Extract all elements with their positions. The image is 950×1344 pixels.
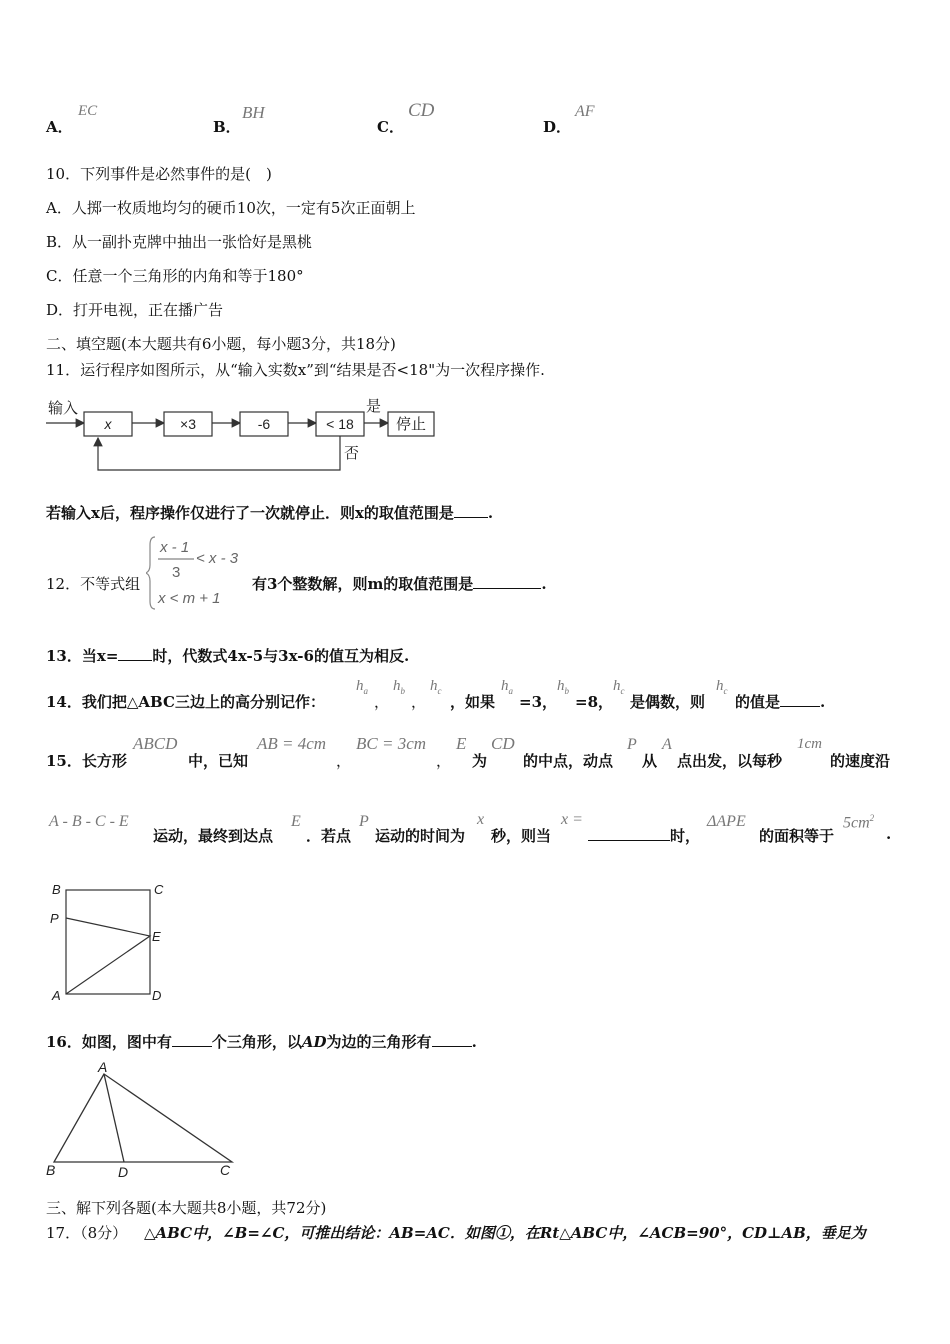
q15-1cm: 1cm [797, 736, 822, 752]
q12-inequality-system [146, 533, 246, 613]
label-e: E [152, 929, 161, 944]
q15-end: . [886, 825, 892, 843]
q10-option-a: A．人掷一枚质地均匀的硬币10次，一定有5次正面朝上 [46, 199, 416, 217]
q12-line2: x < m + 1 [158, 590, 221, 607]
q15-answer-blank[interactable] [588, 826, 670, 841]
option-b-math: BH [242, 103, 265, 122]
q11-question: 若输入x后，程序操作仅进行了一次就停止．则x的取值范围是 . [46, 504, 494, 522]
flow-box-minus6-label: -6 [257, 416, 271, 432]
q15-p-2: P [359, 813, 369, 830]
q11-answer-blank[interactable] [454, 503, 488, 518]
q15-known: 中，已知 [188, 752, 249, 770]
q15-ab: AB = 4cm [257, 734, 327, 753]
q15-path: A - B - C - E [49, 813, 129, 830]
q15-e: E [456, 734, 467, 753]
q16-triangle-figure [42, 1060, 242, 1182]
label-a: A [98, 1060, 108, 1075]
q15-e-2: E [291, 813, 301, 830]
q14-hc-3: $h_c$ [716, 678, 728, 696]
flow-no-label: 否 [344, 445, 360, 462]
q15-cd: CD [491, 734, 515, 753]
q14-eq3: =3， [519, 693, 558, 711]
q17-text: △ABC中，∠B=∠C，可推出结论：AB=AC．如图①，在Rt△ABC中，∠ACB=90°，CD⊥AB，垂足为 [144, 1224, 866, 1242]
q15-moves: 运动，最终到达点 [153, 827, 274, 845]
section-2-heading: 二、填空题(本大题共有6小题，每小题3分，共18分) [46, 335, 396, 353]
q13-answer-blank[interactable] [118, 646, 152, 661]
q11-stem: 11．运行程序如图所示，从“输入实数x”到“结果是否<18"为一次程序操作. [46, 361, 545, 379]
option-c-label: C． [377, 118, 404, 136]
flow-box-times3-label: ×3 [180, 416, 196, 432]
flow-input-label: 输入 [48, 400, 79, 417]
option-d-label: D． [543, 118, 572, 136]
q15-seconds: 秒，则当 [491, 827, 552, 845]
q14-comma-2: ， [411, 693, 427, 711]
label-a: A [52, 988, 61, 1003]
q15-p: P [627, 736, 637, 753]
q11-flowchart [40, 394, 450, 484]
flow-box-stop-label: 停止 [395, 416, 427, 433]
flow-box-x-label: x [104, 416, 112, 432]
q15-time: 运动的时间为 [375, 827, 466, 845]
q15-when: 时， [588, 825, 700, 846]
q16-answer-blank-1[interactable] [172, 1032, 212, 1047]
q14-value: 的值是 . [735, 693, 826, 711]
section-3-heading: 三、解下列各题(本大题共8小题，共72分) [46, 1199, 327, 1217]
option-a-label: A． [46, 118, 73, 136]
q10-option-c: C．任意一个三角形的内角和等于180° [46, 267, 304, 285]
q14-hb-2: $h_b$ [557, 678, 569, 696]
q17-number: 17．（8分） [46, 1224, 128, 1242]
q14-answer-blank[interactable] [780, 692, 820, 707]
q15-triangle-ape: ΔAPE [707, 813, 746, 830]
q15-from: 从 [642, 752, 658, 770]
q15-comma-2: ， [436, 752, 452, 770]
q12-prefix: 12．不等式组 [46, 575, 141, 593]
q12-denominator: 3 [172, 564, 181, 581]
q15-rectangle-figure [46, 878, 176, 1006]
label-d: D [152, 988, 162, 1003]
triangle-abc [54, 1074, 232, 1162]
q14-hc: $h_c$ [430, 678, 442, 696]
flow-box-lt18-label: < 18 [326, 416, 354, 432]
q16-stem: 16．如图，图中有 个三角形，以AD为边的三角形有 . [46, 1033, 477, 1051]
label-d: D [118, 1164, 129, 1180]
label-p: P [50, 911, 59, 926]
flow-loop-arrow [98, 436, 340, 470]
q15-midpoint: 的中点，动点 [523, 752, 614, 770]
q10-stem: 10．下列事件是必然事件的是( ) [46, 165, 272, 183]
option-a-math: EC [78, 103, 98, 119]
q15-area: 的面积等于 [759, 827, 835, 845]
triangle-ape-lines [66, 918, 150, 994]
q14-even: 是偶数，则 [630, 693, 706, 711]
q14-hb: $h_b$ [393, 678, 405, 696]
q15-a: A [662, 736, 672, 753]
rectangle-abcd [66, 890, 150, 994]
option-d-math: AF [575, 103, 595, 120]
q15-comma-1: ， [336, 752, 352, 770]
segment-ad [104, 1074, 124, 1162]
label-c: C [220, 1162, 231, 1178]
q15-abcd: ABCD [133, 734, 178, 753]
option-c-math: CD [408, 100, 435, 121]
q12-suffix: 有3个整数解，则m的取值范围是 . [252, 575, 547, 593]
q12-rhs1: < x - 3 [196, 550, 239, 567]
q15-is: 为 [472, 752, 488, 770]
q10-option-b: B．从一副扑克牌中抽出一张恰好是黑桃 [46, 233, 313, 251]
q12-numerator: x - 1 [160, 539, 190, 556]
q14-eq8: =8， [575, 693, 614, 711]
q15-if-point: ．若点 [306, 827, 352, 845]
label-b: B [52, 882, 61, 897]
q14-comma-1: ， [374, 693, 390, 711]
q13: 13．当x= 时，代数式4x-5与3x-6的值互为相反. [46, 647, 410, 665]
q15-number: 15．长方形 [46, 752, 127, 770]
flow-yes-label: 是 [366, 398, 382, 415]
q15-bc: BC = 3cm [356, 734, 427, 753]
q14-hc-2: $h_c$ [613, 678, 625, 696]
label-c: C [154, 882, 164, 897]
q14-if: ，如果 [450, 693, 496, 711]
q15-5cm2: $5cm^2$ [843, 813, 875, 832]
q15-speed: 点出发，以每秒 [677, 752, 783, 770]
q10-option-d: D．打开电视，正在播广告 [46, 301, 224, 319]
left-brace-icon [146, 537, 155, 609]
q12-answer-blank[interactable] [473, 574, 541, 589]
label-b: B [46, 1162, 56, 1178]
q15-x-eq: x = [561, 811, 583, 828]
q14-ha-2: $h_a$ [501, 678, 513, 696]
option-b-label: B． [213, 118, 241, 136]
q15-along: 的速度沿 [830, 752, 891, 770]
q14-stem: 14．我们把△ABC三边上的高分别记作： [46, 693, 325, 711]
q16-answer-blank-2[interactable] [432, 1032, 472, 1047]
q15-x: x [477, 811, 485, 828]
q14-ha: $h_a$ [356, 678, 368, 696]
